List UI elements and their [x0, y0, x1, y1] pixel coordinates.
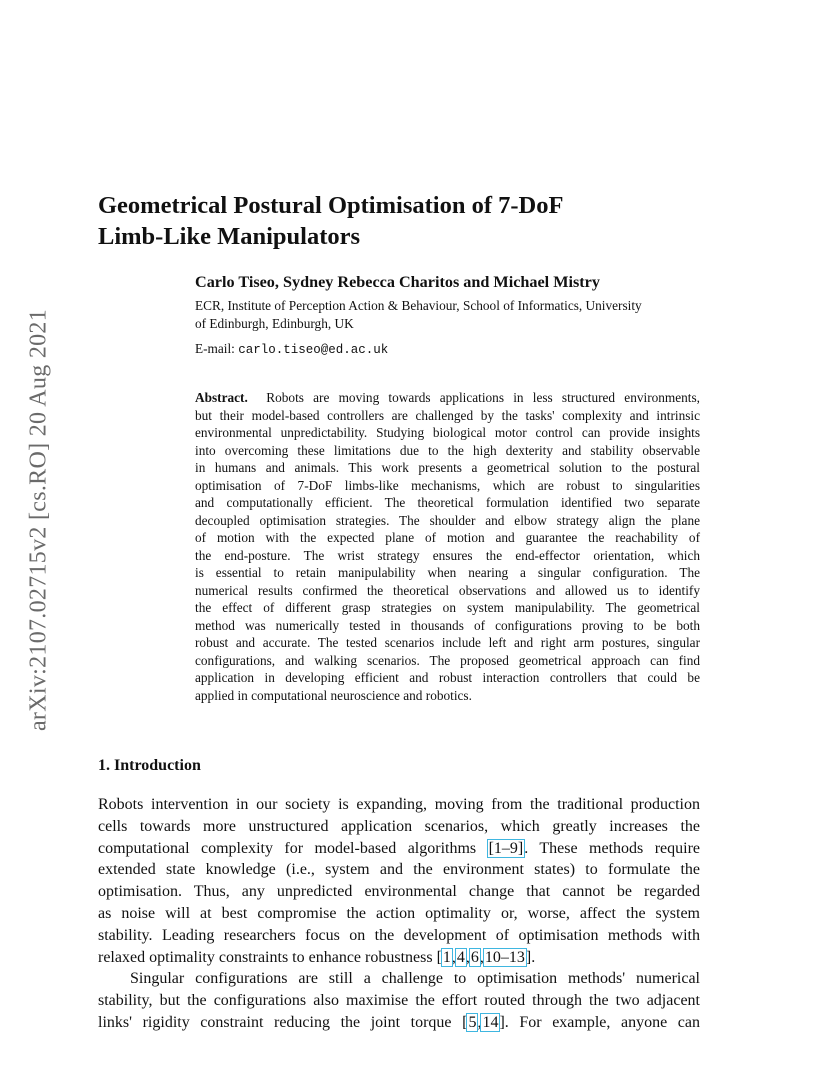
title-line: Geometrical Postural Optimisation of 7-DoF — [98, 192, 564, 219]
citation-link[interactable]: 4 — [456, 948, 465, 966]
abstract-line: the end-posture. The wrist strategy ensures the end-effector orientation, which — [195, 547, 700, 563]
body-line: links' rigidity constraint reducing the joint torque [5,14]. For example, anyone can — [98, 1013, 701, 1031]
body-text-run: . These methods require — [524, 839, 701, 857]
body-line: Robots intervention in our society is expanding, moving from the traditional production — [98, 796, 700, 813]
email-label: E-mail: — [195, 341, 235, 356]
abstract-line: in humans and animals. This work presents a geometrical solution to the postural — [195, 460, 700, 475]
abstract-line: the effect of different grasp strategies on system manipulability. The geometrical — [195, 600, 700, 615]
abstract-line: application in developing efficient and robust interaction controllers that could be — [195, 670, 700, 685]
body-text-run: computational complexity for model-based algorithms — [98, 839, 488, 857]
body-line: stability, but the configurations also maximise the effort routed through the two adjacent — [98, 992, 700, 1010]
citation-link[interactable]: 5 — [468, 1013, 477, 1031]
citation-link[interactable]: [1–9] — [488, 839, 524, 857]
abstract-line: numerical results confirmed the theoretical observations and allowed us to identify — [195, 582, 700, 598]
body-line: cells towards more unstructured application scenarios, which greatly increases the — [98, 817, 700, 835]
body-text — [98, 794, 700, 1034]
body-text-run: relaxed optimality constraints to enhance robustness — [98, 948, 437, 966]
abstract-line: decoupled optimisation strategies. The shoulder and elbow strategy align the plane — [195, 512, 700, 528]
body-line — [98, 838, 700, 860]
affiliation-line: ECR, Institute of Perception Action & Behaviour, School of Informatics, University — [195, 298, 642, 313]
abstract-line: robust and accurate. The tested scenarios include left and right arm postures, singular — [195, 635, 700, 650]
body-line: optimisation. Thus, any unpredicted environmental change that cannot be regarded — [98, 883, 700, 901]
body-text-run: links' rigidity constraint reducing the joint torque — [98, 1013, 463, 1031]
body-line: Singular configurations are still a challenge to optimisation methods' numerical — [130, 970, 700, 988]
abstract-line: configurations, and walking scenarios. The proposed geometrical approach can find — [195, 652, 700, 668]
section-heading: 1. Introduction — [98, 757, 201, 774]
abstract-line: but their model-based controllers are challenged by the tasks' complexity and intrinsic — [195, 407, 700, 423]
arxiv-id: arXiv:2107.02715v2 [cs.RO] 20 Aug 2021 — [25, 308, 52, 732]
citation-link[interactable]: 14 — [482, 1013, 499, 1031]
citation-link[interactable]: 6 — [470, 948, 479, 966]
abstract-text: Robots are moving towards applications in less structured environments, — [266, 390, 700, 405]
citation-link[interactable]: 1 — [442, 948, 451, 966]
abstract-line: into overcoming these limitations due to the high dexterity and stability observable — [195, 442, 700, 458]
abstract-line — [195, 389, 700, 407]
abstract-line: is essential to retain manipulability when nearing a singular configuration. The — [195, 565, 700, 580]
abstract-line: method was numerically tested in thousands of configurations proving to be both — [195, 617, 700, 633]
arxiv-sidebar — [24, 280, 54, 760]
body-line: as noise will at best compromise the action optimality or, worse, affect the system — [98, 904, 700, 922]
title-line: Limb-Like Manipulators — [98, 223, 361, 250]
email-line — [195, 341, 388, 357]
body-text-run: . — [531, 948, 536, 966]
abstract-line: of motion with the expected plane of motion and guarantee the reachability of — [195, 530, 700, 545]
abstract-line: and computationally efficient. The theoretical formulation identified two separate — [195, 495, 700, 510]
abstract — [195, 389, 700, 704]
body-line: extended state knowledge (i.e., system and the environment states) to formulate the — [98, 861, 700, 879]
abstract-label: Abstract. — [195, 390, 248, 405]
email-address[interactable]: carlo.tiseo@ed.ac.uk — [238, 343, 389, 357]
abstract-line: environmental unpredictability. Studying biological motor control can provide insights — [195, 425, 700, 440]
abstract-line: applied in computational neuroscience and robotics. — [195, 687, 472, 703]
abstract-line: optimisation of 7-DoF limbs-like mechanisms, which are robust to singularities — [195, 477, 700, 493]
author-list: Carlo Tiseo, Sydney Rebecca Charitos and Michael Mistry — [195, 273, 600, 291]
body-line: stability. Leading researchers focus on the development of optimisation methods with — [98, 926, 700, 944]
affiliation — [195, 297, 700, 333]
citation-link[interactable]: 10–13 — [484, 948, 525, 966]
body-line: relaxed optimality constraints to enhance robustness [1,4,6,10–13]. — [98, 948, 536, 966]
affiliation-line: of Edinburgh, Edinburgh, UK — [195, 316, 354, 331]
body-text-run: . For example, anyone can — [504, 1013, 701, 1031]
paper-title — [98, 190, 738, 252]
